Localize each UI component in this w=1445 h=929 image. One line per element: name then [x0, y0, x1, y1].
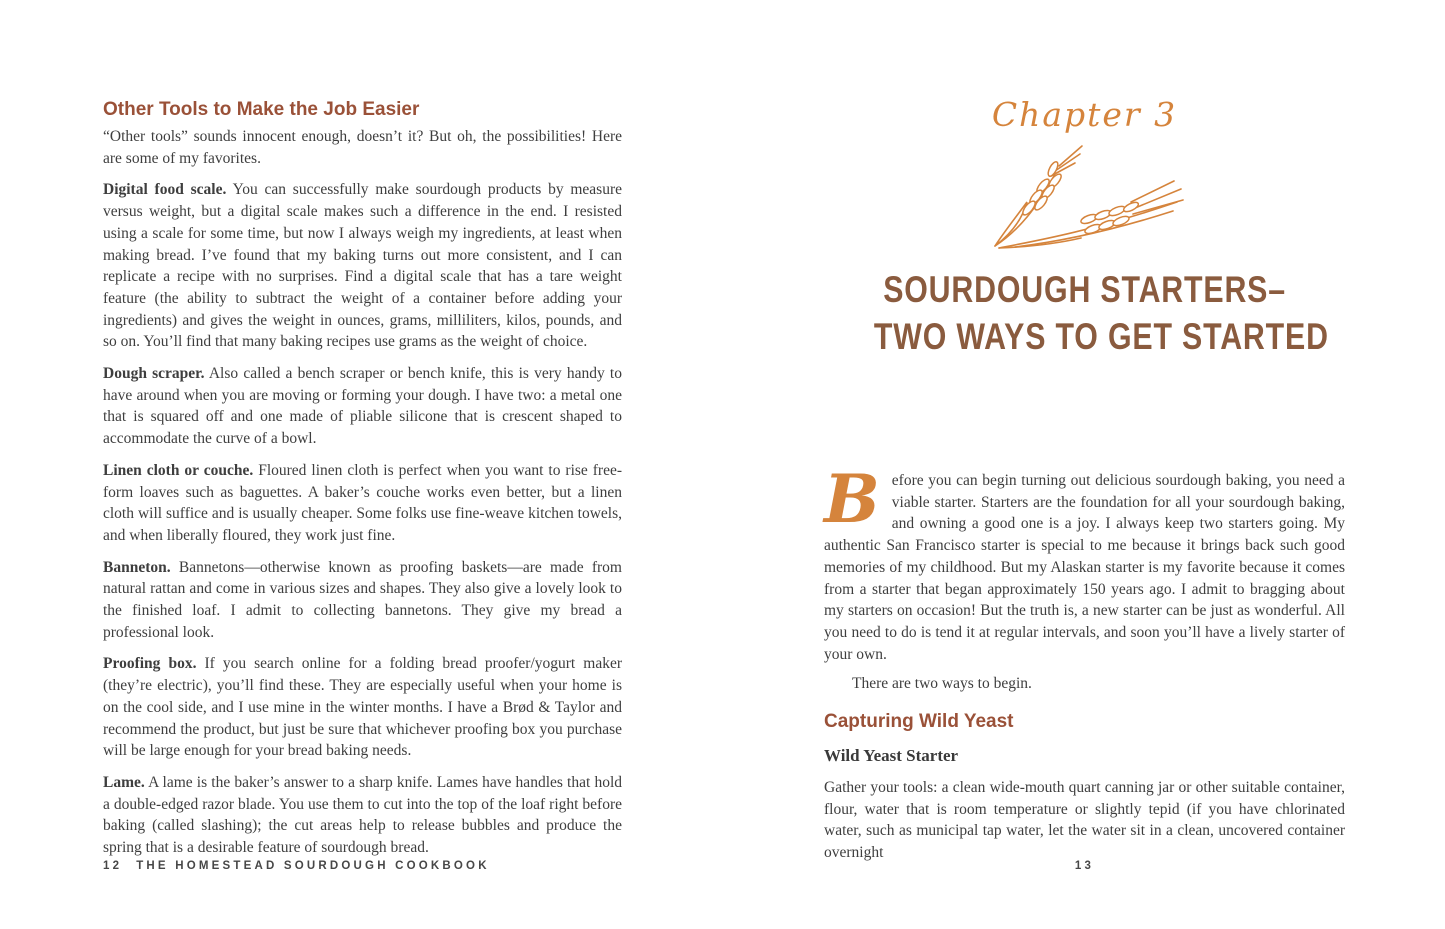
left-page-number: 12 — [103, 860, 123, 872]
chapter-label: Chapter 3 — [991, 95, 1178, 134]
tool-text: You can successfully make sourdough products by measure versus weight, but a digital scale makes such a difference in the end. I resisted using a scale for some time, but now I always weigh my ingredients, at least when making bread. I’ve found that my baking turns out more consistent, and I can replicate a recipe with no surprises. Find a digital scale that has a tare weight feature (the ability to subtract the weight of a container before adding your ingredients) and gives the weight in ounces, grams, milliliters, kilos, pounds, and so on. You’ll find that many baking recipes use grams as the weight of choice. — [103, 181, 622, 351]
tool-term: Lame. — [103, 773, 145, 791]
tool-entry-banneton — [103, 557, 622, 644]
two-ways-paragraph: There are two ways to begin. — [852, 675, 1032, 693]
tool-entry-lame — [103, 772, 622, 859]
intro-paragraph: “Other tools” sounds innocent enough, doesn’t it? But oh, the possibilities! Here are some of my favorites. — [103, 128, 622, 167]
tool-entry-proofing-box — [103, 653, 622, 762]
right-page-footer — [824, 860, 1345, 872]
opening-paragraph — [824, 460, 1345, 665]
tool-text: If you search online for a folding bread proofer/yogurt maker (they’re electric), you’ll find these. They are especially useful when your home is on the cool side, and I use mine in the winter months. I have a Brød & Taylor and recommend the product, but just be sure that whichever proofing box you purchase will be large enough for your bread baking needs. — [103, 655, 623, 760]
wild-yeast-body: Gather your tools: a clean wide-mouth quart canning jar or other suitable container, flour, water that is room temperature or slightly tepid (if you have chlorinated water, such as municipal tap water, let the water sit in a clean, uncovered container overnight — [824, 779, 1345, 862]
section-heading-other-tools: Other Tools to Make the Job Easier — [103, 99, 420, 120]
tool-entry-digital-food-scale — [103, 179, 622, 353]
tool-text: Also called a bench scraper or bench knife, this is very handy to have around when you are moving or forming your dough. I have two: a metal one that is squared off and one made of pliable silicone that is crescent shaped to accommodate the curve of a bowl. — [103, 365, 622, 448]
tool-text: A lame is the baker’s answer to a sharp knife. Lames have handles that hold a double-edged razor blade. You use them to cut into the top of the loaf right before baking (called slashing); the cut areas help to release bubbles and produce the spring that is a desirable feature of sourdough bread. — [103, 773, 622, 857]
tool-text: Bannetons—otherwise known as proofing baskets—are made from natural rattan and come in various sizes and shapes. They also give a lovely look to the finished loaf. I admit to collecting bannetons. They give my bread a professional look. — [103, 558, 622, 641]
tool-term: Proofing box. — [103, 655, 197, 673]
tool-term: Banneton. — [103, 558, 171, 576]
tool-term: Dough scraper. — [103, 365, 205, 383]
running-title: THE HOMESTEAD SOURDOUGH COOKBOOK — [136, 860, 490, 872]
page-left-content — [103, 99, 622, 859]
wheat-stalks-icon — [985, 142, 1185, 252]
left-page-footer — [103, 860, 490, 872]
section-heading-capturing-wild-yeast: Capturing Wild Yeast — [824, 711, 1014, 733]
dropcap-letter: B — [824, 460, 880, 538]
subsection-heading-wild-yeast-starter: Wild Yeast Starter — [824, 746, 959, 766]
tool-term: Linen cloth or couche. — [103, 461, 254, 479]
page-right-content — [824, 95, 1345, 864]
opening-text: efore you can begin turning out delicious sourdough baking, you need a viable starter. Starters are the foundation for all your sourdough baking, and owning a good one is a joy. I always keep two starters going. My authentic San Francisco starter is special to me because it brings back such good memories of my childhood. But my Alaskan starter is my favorite because it comes from a starter that began approximately 150 years ago. I admit to bragging about my starters on occasion! But the truth is, a new starter can be just as wonderful. All you need to do is tend it at regular intervals, and soon you’ll have a lively starter of your own. — [824, 472, 1345, 663]
right-page-number: 13 — [1074, 860, 1095, 872]
chapter-title-line1: SOURDOUGH STARTERS– — [883, 269, 1286, 310]
tool-term: Digital food scale. — [103, 181, 227, 199]
chapter-title-line2: TWO WAYS TO GET STARTED — [873, 316, 1329, 357]
tool-entry-linen-cloth — [103, 460, 622, 547]
tool-text: Floured linen cloth is perfect when you want to rise free-form loaves such as baguettes. A baker’s couche works even better, but a linen cloth will suffice and is usually cheaper. Some folks use fine-weave kitchen towels, and when liberally floured, they work just fine. — [103, 461, 623, 544]
chapter-title — [824, 266, 1345, 360]
tool-entry-dough-scraper — [103, 363, 622, 450]
